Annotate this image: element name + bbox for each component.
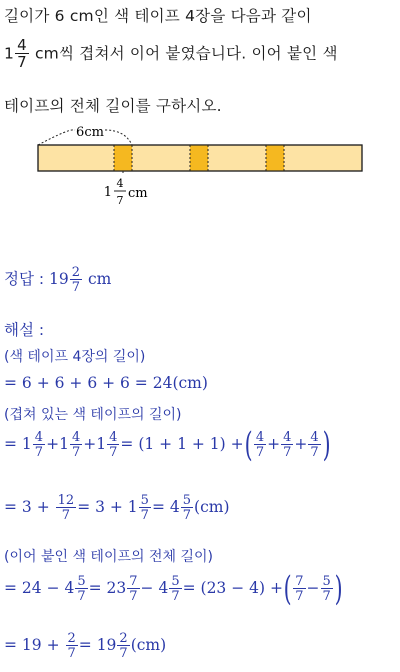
explanation-eq-3: = 3 + $\frac{12}{7}$ = 3 + 1 $\frac{5}{7}$ = 4 $\frac{5}{7}$ (cm) xyxy=(4,493,230,523)
answer-line xyxy=(4,266,111,294)
explanation-eq-1: = 6 + 6 + 6 + 6 = 24(cm) xyxy=(4,374,208,392)
explanation-eq-2: = 1 $\frac{4}{7}$ +1 $\frac{4}{7}$ +1 $\frac{4}{7}$ = (1 + 1 + 1) +( $\frac{4}{7}$ + $\frac{4}{7}$ + $\frac{4}{7}$ ) xyxy=(4,425,331,465)
overlap-label-unit: cm xyxy=(128,186,148,201)
tape-diagram xyxy=(0,112,400,212)
overlap-whole: 1 xyxy=(4,44,15,63)
overlap-3 xyxy=(266,145,284,171)
overlap-label-num: 4 xyxy=(116,177,124,190)
overlap-fraction: $\frac{4}{7}$ xyxy=(17,36,27,71)
question-line-3: 테이프의 전체 길이를 구하시오. xyxy=(4,97,222,115)
length-bracket-right xyxy=(105,130,132,145)
question-line-2 xyxy=(4,38,338,70)
question-line-2-text: cm씩 겹쳐서 이어 붙였습니다. 이어 붙인 색 xyxy=(34,44,338,63)
overlap-1 xyxy=(114,145,132,171)
answer-whole: 19 xyxy=(49,270,69,288)
explanation-heading-2: (겹쳐 있는 색 테이프의 길이) xyxy=(4,407,182,423)
length-label: 6cm xyxy=(76,125,104,140)
explanation-heading-1: (색 테이프 4장의 길이) xyxy=(4,349,146,365)
answer-unit: cm xyxy=(88,270,112,288)
answer-label: 정답 : xyxy=(4,270,45,288)
explanation-eq-5: = 19 + $\frac{2}{7}$ = 19 $\frac{2}{7}$ (cm) xyxy=(4,631,167,661)
explanation-heading-3: (이어 붙인 색 테이프의 전체 길이) xyxy=(4,549,213,565)
question-line-1: 길이가 6 cm인 색 테이프 4장을 다음과 같이 xyxy=(4,7,312,25)
overlap-label-den: 7 xyxy=(116,194,124,207)
overlap-label-whole: 1 xyxy=(103,185,112,200)
explanation-eq-4: = 24 − 4 $\frac{5}{7}$ = 23 $\frac{7}{7}$ − 4 $\frac{5}{7}$ = (23 − 4) +( $\frac{7}{7}$ − $\frac{5}{7}$ ) xyxy=(4,569,343,609)
length-bracket-left xyxy=(38,130,75,145)
overlap-2 xyxy=(190,145,208,171)
answer-fraction: $\frac{2}{7}$ xyxy=(71,265,81,295)
explanation-label: 해설 : xyxy=(4,321,45,339)
